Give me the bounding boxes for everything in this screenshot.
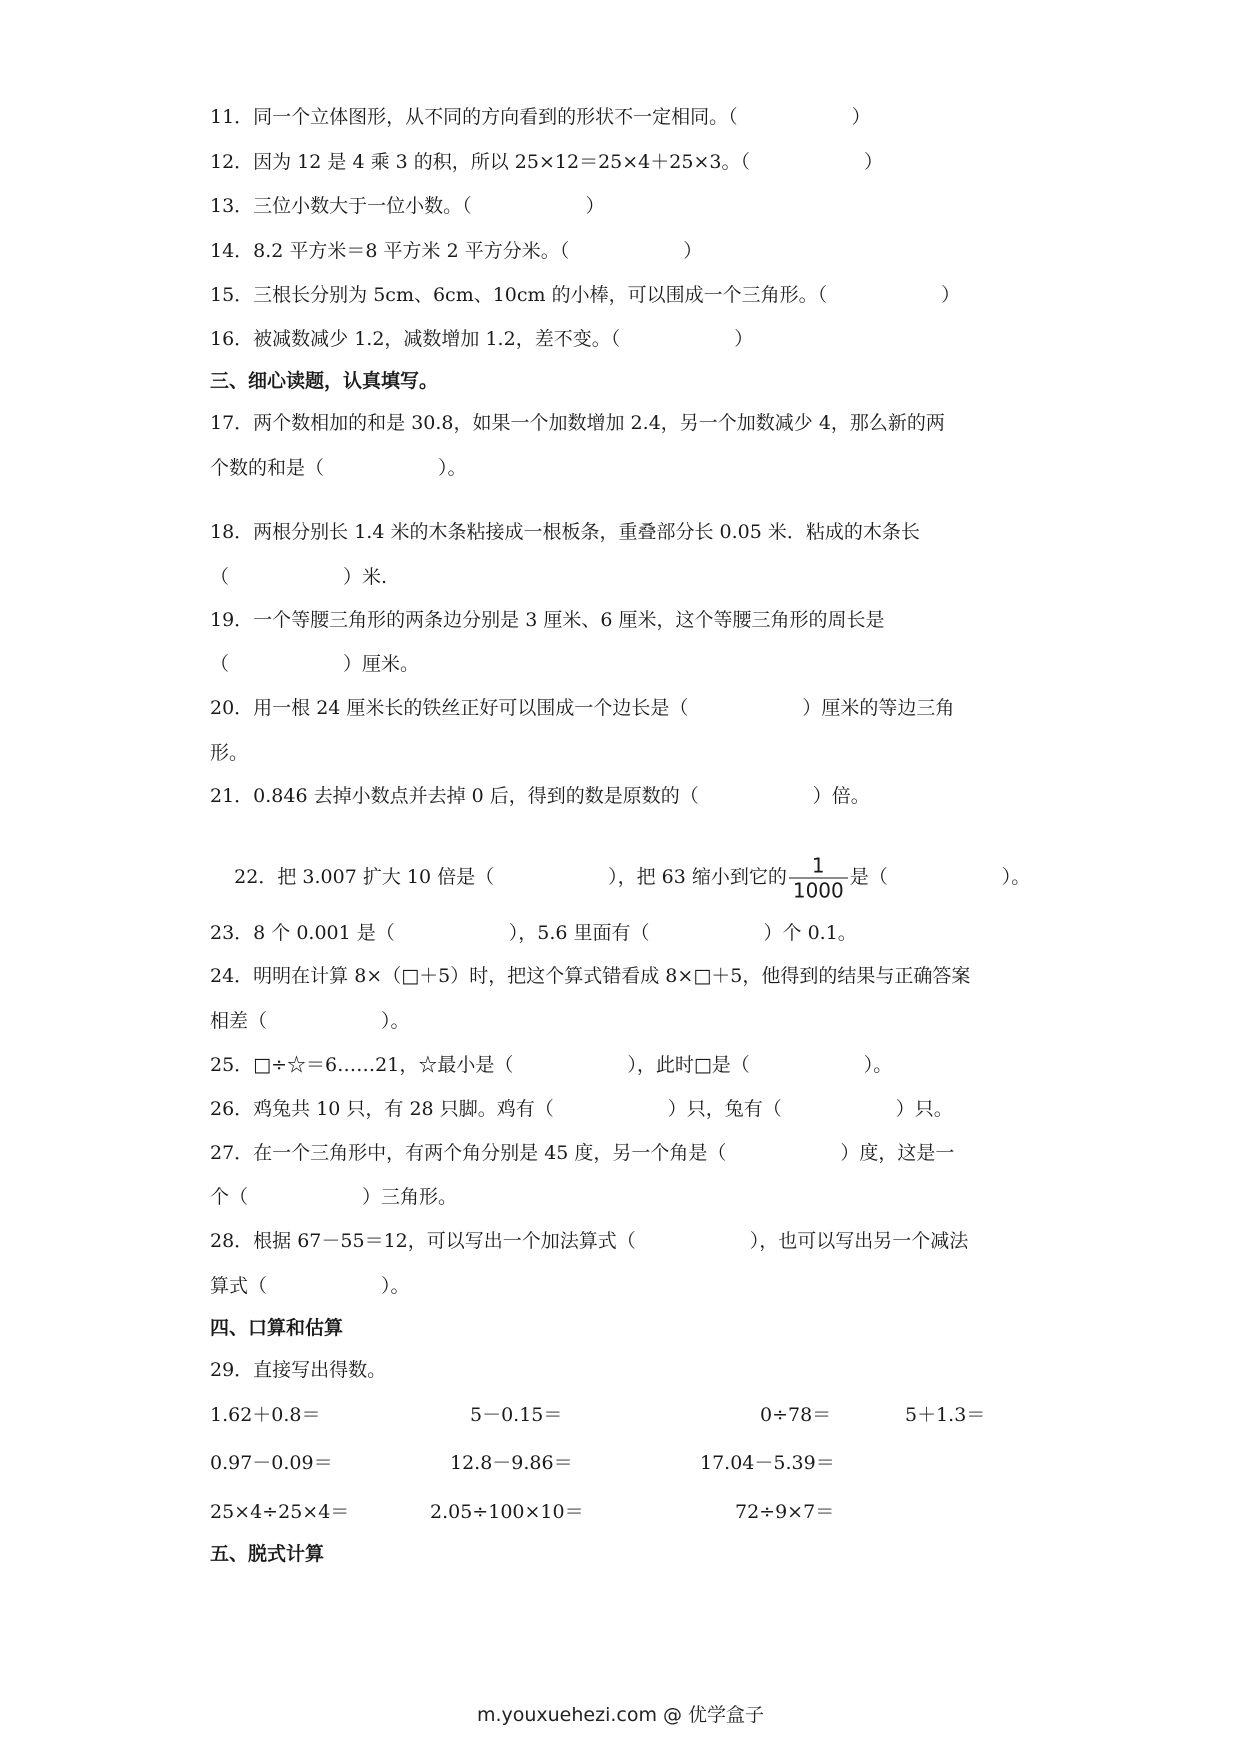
question-20-line2: 形。: [210, 742, 249, 764]
oral-calc-r1c4: 5＋1.3＝: [905, 1404, 986, 1426]
oral-calc-r1c3: 0÷78＝: [760, 1404, 832, 1426]
question-18-line1: 18．两根分别长 1.4 米的木条粘接成一根板条，重叠部分长 0.05 米．粘成的木条长: [210, 521, 920, 543]
fraction-denominator: 1000: [792, 878, 844, 903]
footer-watermark: m.youxuehezi.com @ 优学盒子: [476, 1704, 765, 1726]
section-4-heading: 四、口算和估算: [210, 1317, 344, 1339]
oral-calc-r1c1: 1.62＋0.8＝: [210, 1404, 321, 1426]
question-19-line1: 19．一个等腰三角形的两条边分别是 3 厘米、6 厘米，这个等腰三角形的周长是: [210, 609, 885, 631]
question-22-prefix: 22．把 3.007 扩大 10 倍是（ ），把 63 缩小到它的: [234, 866, 787, 888]
question-22-suffix: 是（ ）。: [849, 866, 1031, 888]
oral-calc-r3c1: 25×4÷25×4＝: [210, 1501, 350, 1523]
question-27-line2: 个（ ）三角形。: [210, 1186, 458, 1208]
question-17-line2: 个数的和是（ ）。: [210, 457, 467, 479]
fraction-numerator: 1: [789, 854, 848, 879]
oral-calc-r2c1: 0.97－0.09＝: [210, 1452, 333, 1474]
section-3-heading: 三、细心读题，认真填写。: [210, 370, 439, 392]
question-27-line1: 27．在一个三角形中，有两个角分别是 45 度，另一个角是（ ）度，这是一: [210, 1142, 955, 1164]
question-13: 13．三位小数大于一位小数。（ ）: [210, 195, 605, 217]
question-18-line2: （ ）米.: [210, 566, 388, 588]
question-23: 23．8 个 0.001 是（ ），5.6 里面有（ ）个 0.1。: [210, 922, 857, 944]
oral-calc-r3c2: 2.05÷100×10＝: [430, 1501, 584, 1523]
question-21: 21．0.846 去掉小数点并去掉 0 后，得到的数是原数的（ ）倍。: [210, 785, 870, 807]
question-28-line1: 28．根据 67－55＝12，可以写出一个加法算式（ ），也可以写出另一个减法: [210, 1230, 969, 1252]
question-28-line2: 算式（ ）。: [210, 1275, 410, 1297]
question-16: 16．被减数减少 1.2，减数增加 1.2，差不变。（ ）: [210, 328, 754, 350]
oral-calc-r2c2: 12.8－9.86＝: [450, 1452, 573, 1474]
question-19-line2: （ ）厘米。: [210, 653, 420, 675]
question-12: 12．因为 12 是 4 乘 3 的积，所以 25×12＝25×4＋25×3。（ ）: [210, 151, 883, 173]
oral-calc-r1c2: 5－0.15＝: [470, 1404, 563, 1426]
question-17-line1: 17．两个数相加的和是 30.8，如果一个加数增加 2.4，另一个加数减少 4，那么新的两: [210, 412, 945, 434]
section-5-heading: 五、脱式计算: [210, 1543, 325, 1565]
fraction-1-over-1000: [789, 854, 848, 903]
question-24-line1: 24．明明在计算 8×（□＋5）时，把这个算式错看成 8×□＋5，他得到的结果与正确答案: [210, 965, 971, 987]
question-15: 15．三根长分别为 5cm、6cm、10cm 的小棒，可以围成一个三角形。（ ）: [210, 284, 961, 306]
question-26: 26．鸡兔共 10 只，有 28 只脚。鸡有（ ）只，兔有（ ）只。: [210, 1098, 953, 1120]
question-25: 25．□÷☆＝6……21，☆最小是（ ），此时□是（ ）。: [210, 1054, 893, 1076]
question-11: 11．同一个立体图形，从不同的方向看到的形状不一定相同。（ ）: [210, 106, 871, 128]
question-24-line2: 相差（ ）。: [210, 1010, 410, 1032]
question-29: 29．直接写出得数。: [210, 1359, 387, 1381]
question-22: [210, 832, 1030, 925]
question-14: 14．8.2 平方米＝8 平方米 2 平方分米。（ ）: [210, 240, 703, 262]
question-20-line1: 20．用一根 24 厘米长的铁丝正好可以围成一个边长是（ ）厘米的等边三角: [210, 697, 955, 719]
oral-calc-r3c3: 72÷9×7＝: [735, 1501, 835, 1523]
oral-calc-r2c3: 17.04－5.39＝: [700, 1452, 835, 1474]
